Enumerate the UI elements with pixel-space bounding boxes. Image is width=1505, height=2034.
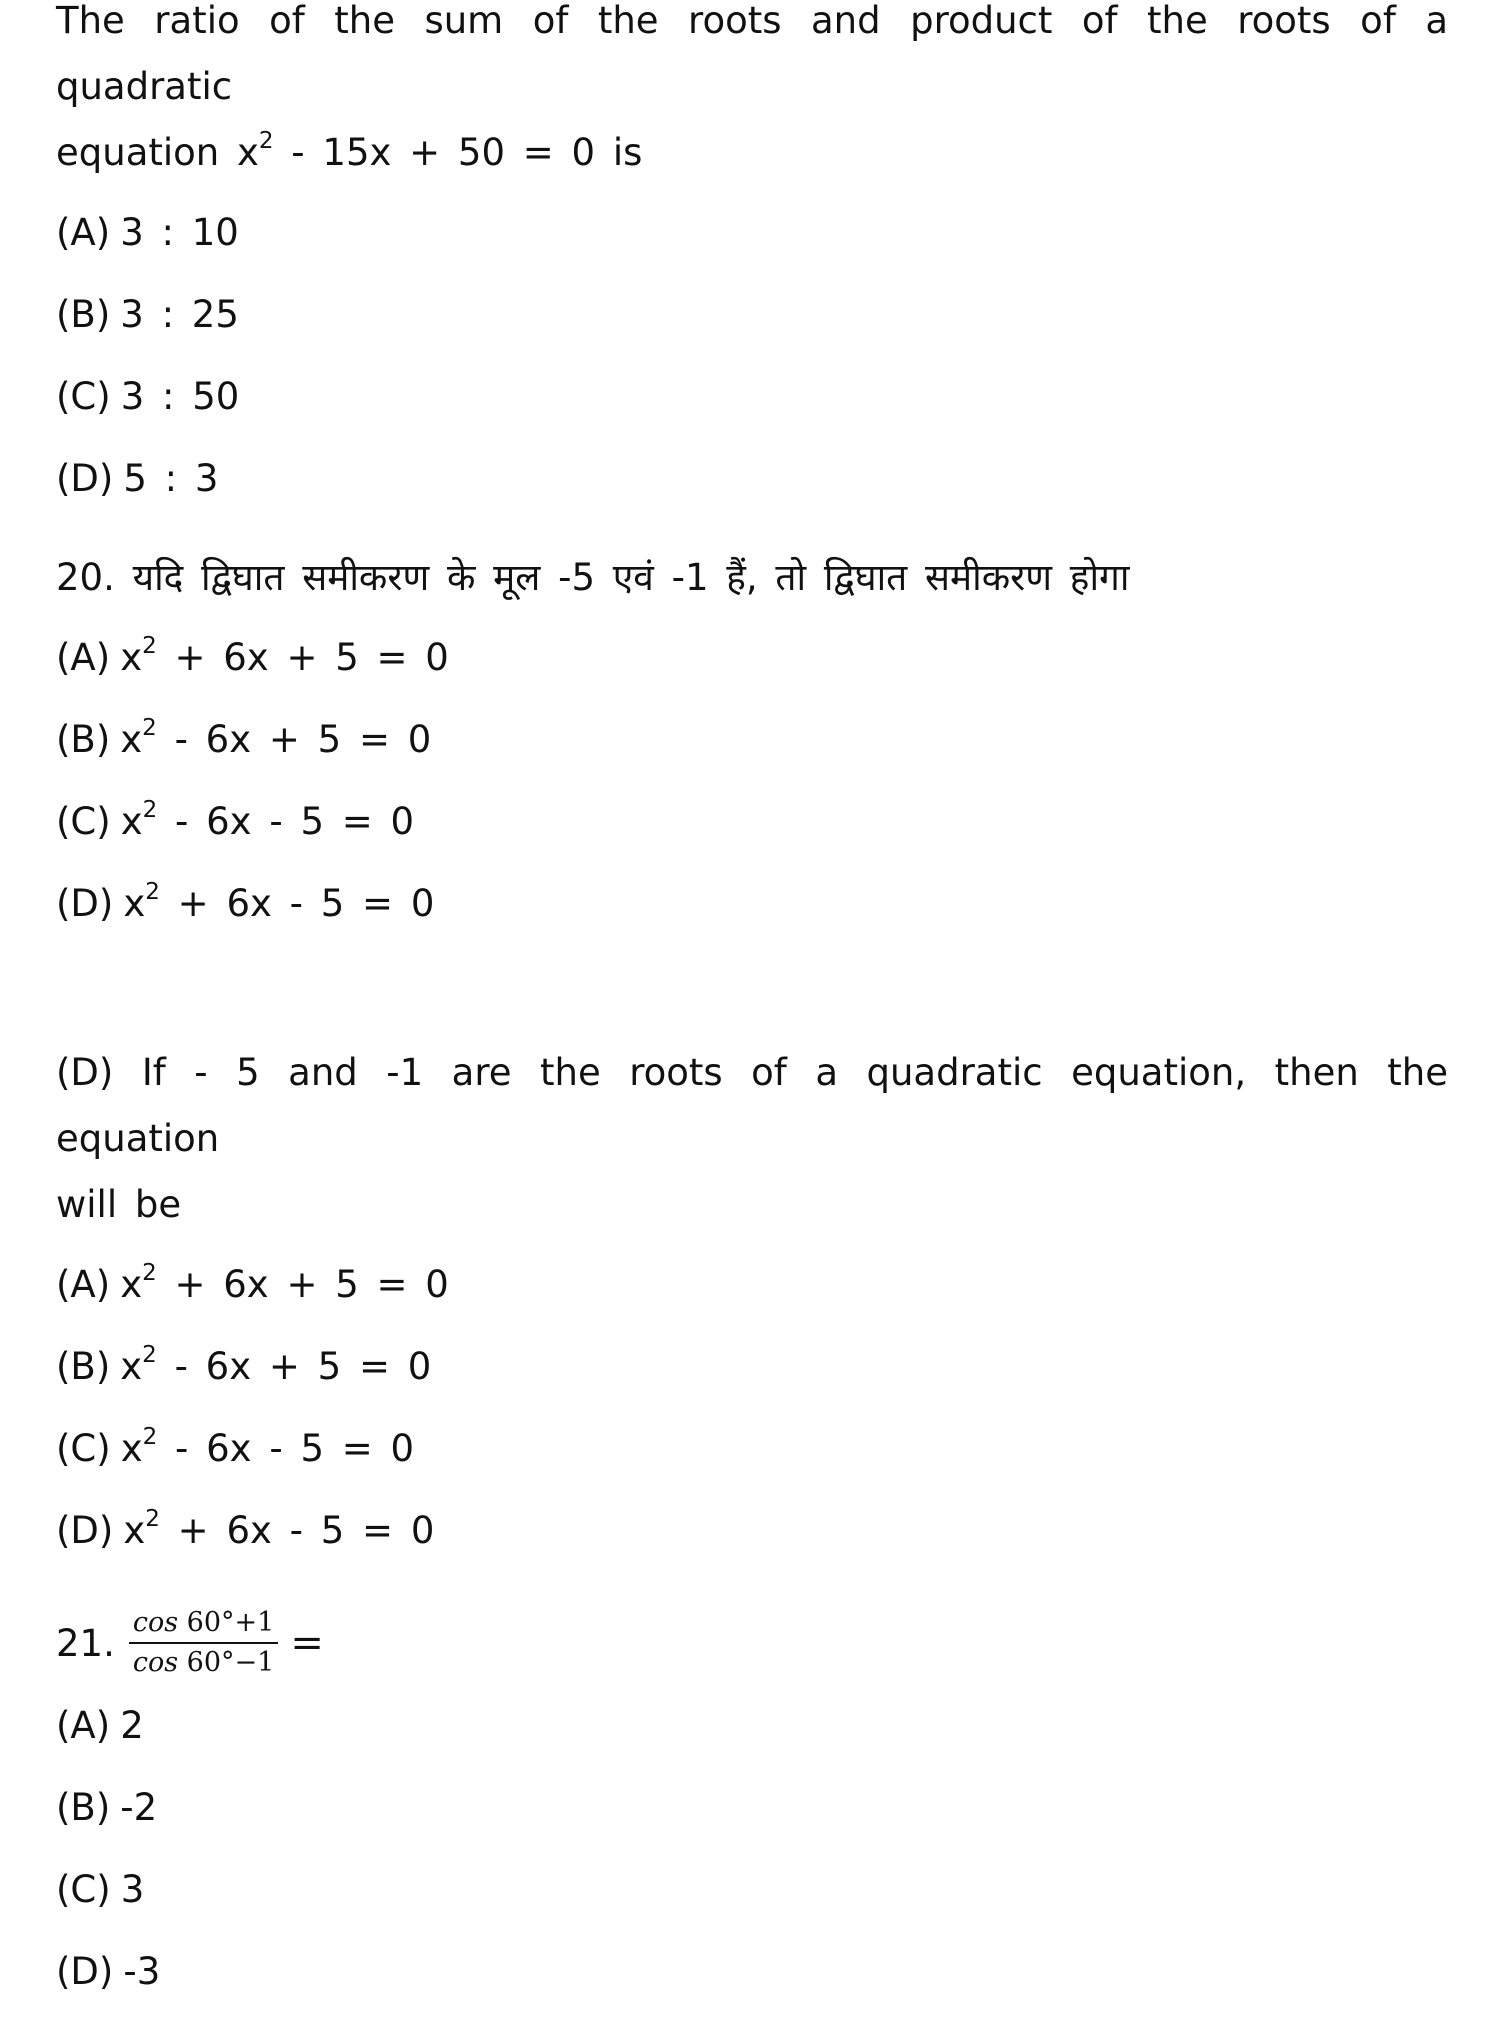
- equation-rest: - 6x + 5 = 0: [156, 718, 432, 761]
- option-c[interactable]: [56, 1408, 1448, 1490]
- option-text: 3 : 50: [120, 375, 240, 418]
- question-20-hindi: [56, 545, 1448, 945]
- option-text: -2: [120, 1786, 158, 1829]
- option-label: (C): [56, 1868, 111, 1911]
- option-label: (C): [56, 375, 111, 418]
- exponent: 2: [142, 797, 158, 823]
- option-c[interactable]: [56, 781, 1448, 863]
- exponent: 2: [142, 1260, 157, 1286]
- exponent: 2: [142, 633, 157, 659]
- equation-rest: + 6x - 5 = 0: [159, 882, 435, 925]
- equation-prefix: equation x: [56, 131, 259, 174]
- option-label: (A): [56, 1704, 111, 1747]
- equation-var: x: [120, 718, 143, 761]
- equation-rest: + 6x + 5 = 0: [156, 636, 449, 679]
- exponent: 2: [145, 879, 160, 905]
- equation-var: x: [120, 1345, 143, 1388]
- option-label: (D): [56, 457, 114, 500]
- option-d[interactable]: [56, 1490, 1448, 1572]
- option-a[interactable]: [56, 617, 1448, 699]
- option-d[interactable]: [56, 863, 1448, 945]
- question-20-english: [56, 1040, 1448, 1572]
- option-label: (D): [56, 1509, 114, 1552]
- option-a[interactable]: [56, 1244, 1448, 1326]
- equation-var: x: [123, 882, 146, 925]
- equation-rest: - 6x - 5 = 0: [157, 1427, 415, 1470]
- question-19-stem-line-1: The ratio of the sum of the roots and product of the roots of a quadratic: [56, 0, 1448, 108]
- option-label: (C): [56, 1427, 111, 1470]
- exponent: 2: [142, 715, 157, 741]
- equation-var: x: [120, 1263, 143, 1306]
- option-label: (D): [56, 882, 114, 925]
- option-b[interactable]: [56, 1767, 1448, 1849]
- option-text: 5 : 3: [123, 457, 219, 500]
- equation-suffix: - 15x + 50 = 0 is: [273, 131, 643, 174]
- option-label: (A): [56, 1263, 111, 1306]
- option-label: (B): [56, 1345, 111, 1388]
- option-a[interactable]: [56, 1685, 1448, 1767]
- option-a[interactable]: [56, 192, 1448, 274]
- option-label: (A): [56, 211, 111, 254]
- function-name: cos: [132, 1647, 179, 1678]
- equation-rest: + 6x + 5 = 0: [156, 1263, 449, 1306]
- option-text: 3 : 10: [120, 211, 239, 254]
- equals-sign: =: [290, 1620, 324, 1666]
- exponent: 2: [142, 1424, 158, 1450]
- question-number: 21.: [56, 1621, 115, 1665]
- equation-rest: - 6x - 5 = 0: [157, 800, 415, 843]
- question-20-english-stem-line-2: will be: [56, 1183, 182, 1226]
- equation-var: x: [120, 800, 143, 843]
- fraction: [129, 1607, 278, 1679]
- exponent: 2: [145, 1506, 160, 1532]
- option-d[interactable]: [56, 438, 1448, 520]
- option-label: (B): [56, 718, 111, 761]
- question-21: [56, 1601, 1448, 2013]
- option-text: 3: [120, 1868, 145, 1911]
- option-label: (C): [56, 800, 111, 843]
- option-c[interactable]: [56, 356, 1448, 438]
- function-name: cos: [132, 1607, 179, 1638]
- equation-var: x: [120, 1427, 143, 1470]
- option-b[interactable]: [56, 274, 1448, 356]
- option-label: (B): [56, 293, 111, 336]
- denominator-rest: 60°−1: [178, 1647, 275, 1678]
- option-text: -3: [123, 1950, 161, 1993]
- option-b[interactable]: [56, 699, 1448, 781]
- question-19: [56, 0, 1448, 520]
- question-20-english-stem-line-1: (D) If - 5 and -1 are the roots of a quadratic equation, then the equation: [56, 1051, 1448, 1160]
- exponent: 2: [142, 1342, 157, 1368]
- option-label: (B): [56, 1786, 111, 1829]
- numerator-rest: 60°+1: [178, 1607, 275, 1638]
- equation-var: x: [123, 1509, 146, 1552]
- fraction-denominator: [129, 1644, 278, 1679]
- option-text: 3 : 25: [120, 293, 239, 336]
- question-19-stem-line-2: [56, 120, 1448, 186]
- equation-rest: + 6x - 5 = 0: [159, 1509, 435, 1552]
- exponent: 2: [258, 128, 274, 154]
- equation-rest: - 6x + 5 = 0: [156, 1345, 432, 1388]
- option-text: 2: [120, 1704, 144, 1747]
- option-label: (A): [56, 636, 111, 679]
- fraction-numerator: [129, 1607, 278, 1644]
- option-d[interactable]: [56, 1931, 1448, 2013]
- option-c[interactable]: [56, 1849, 1448, 1931]
- question-20-hindi-stem: 20. यदि द्विघात समीकरण के मूल -5 एवं -1 हैं, तो द्विघात समीकरण होगा: [56, 556, 1130, 599]
- option-b[interactable]: [56, 1326, 1448, 1408]
- question-21-stem: [56, 1601, 1448, 1685]
- equation-var: x: [120, 636, 143, 679]
- option-label: (D): [56, 1950, 114, 1993]
